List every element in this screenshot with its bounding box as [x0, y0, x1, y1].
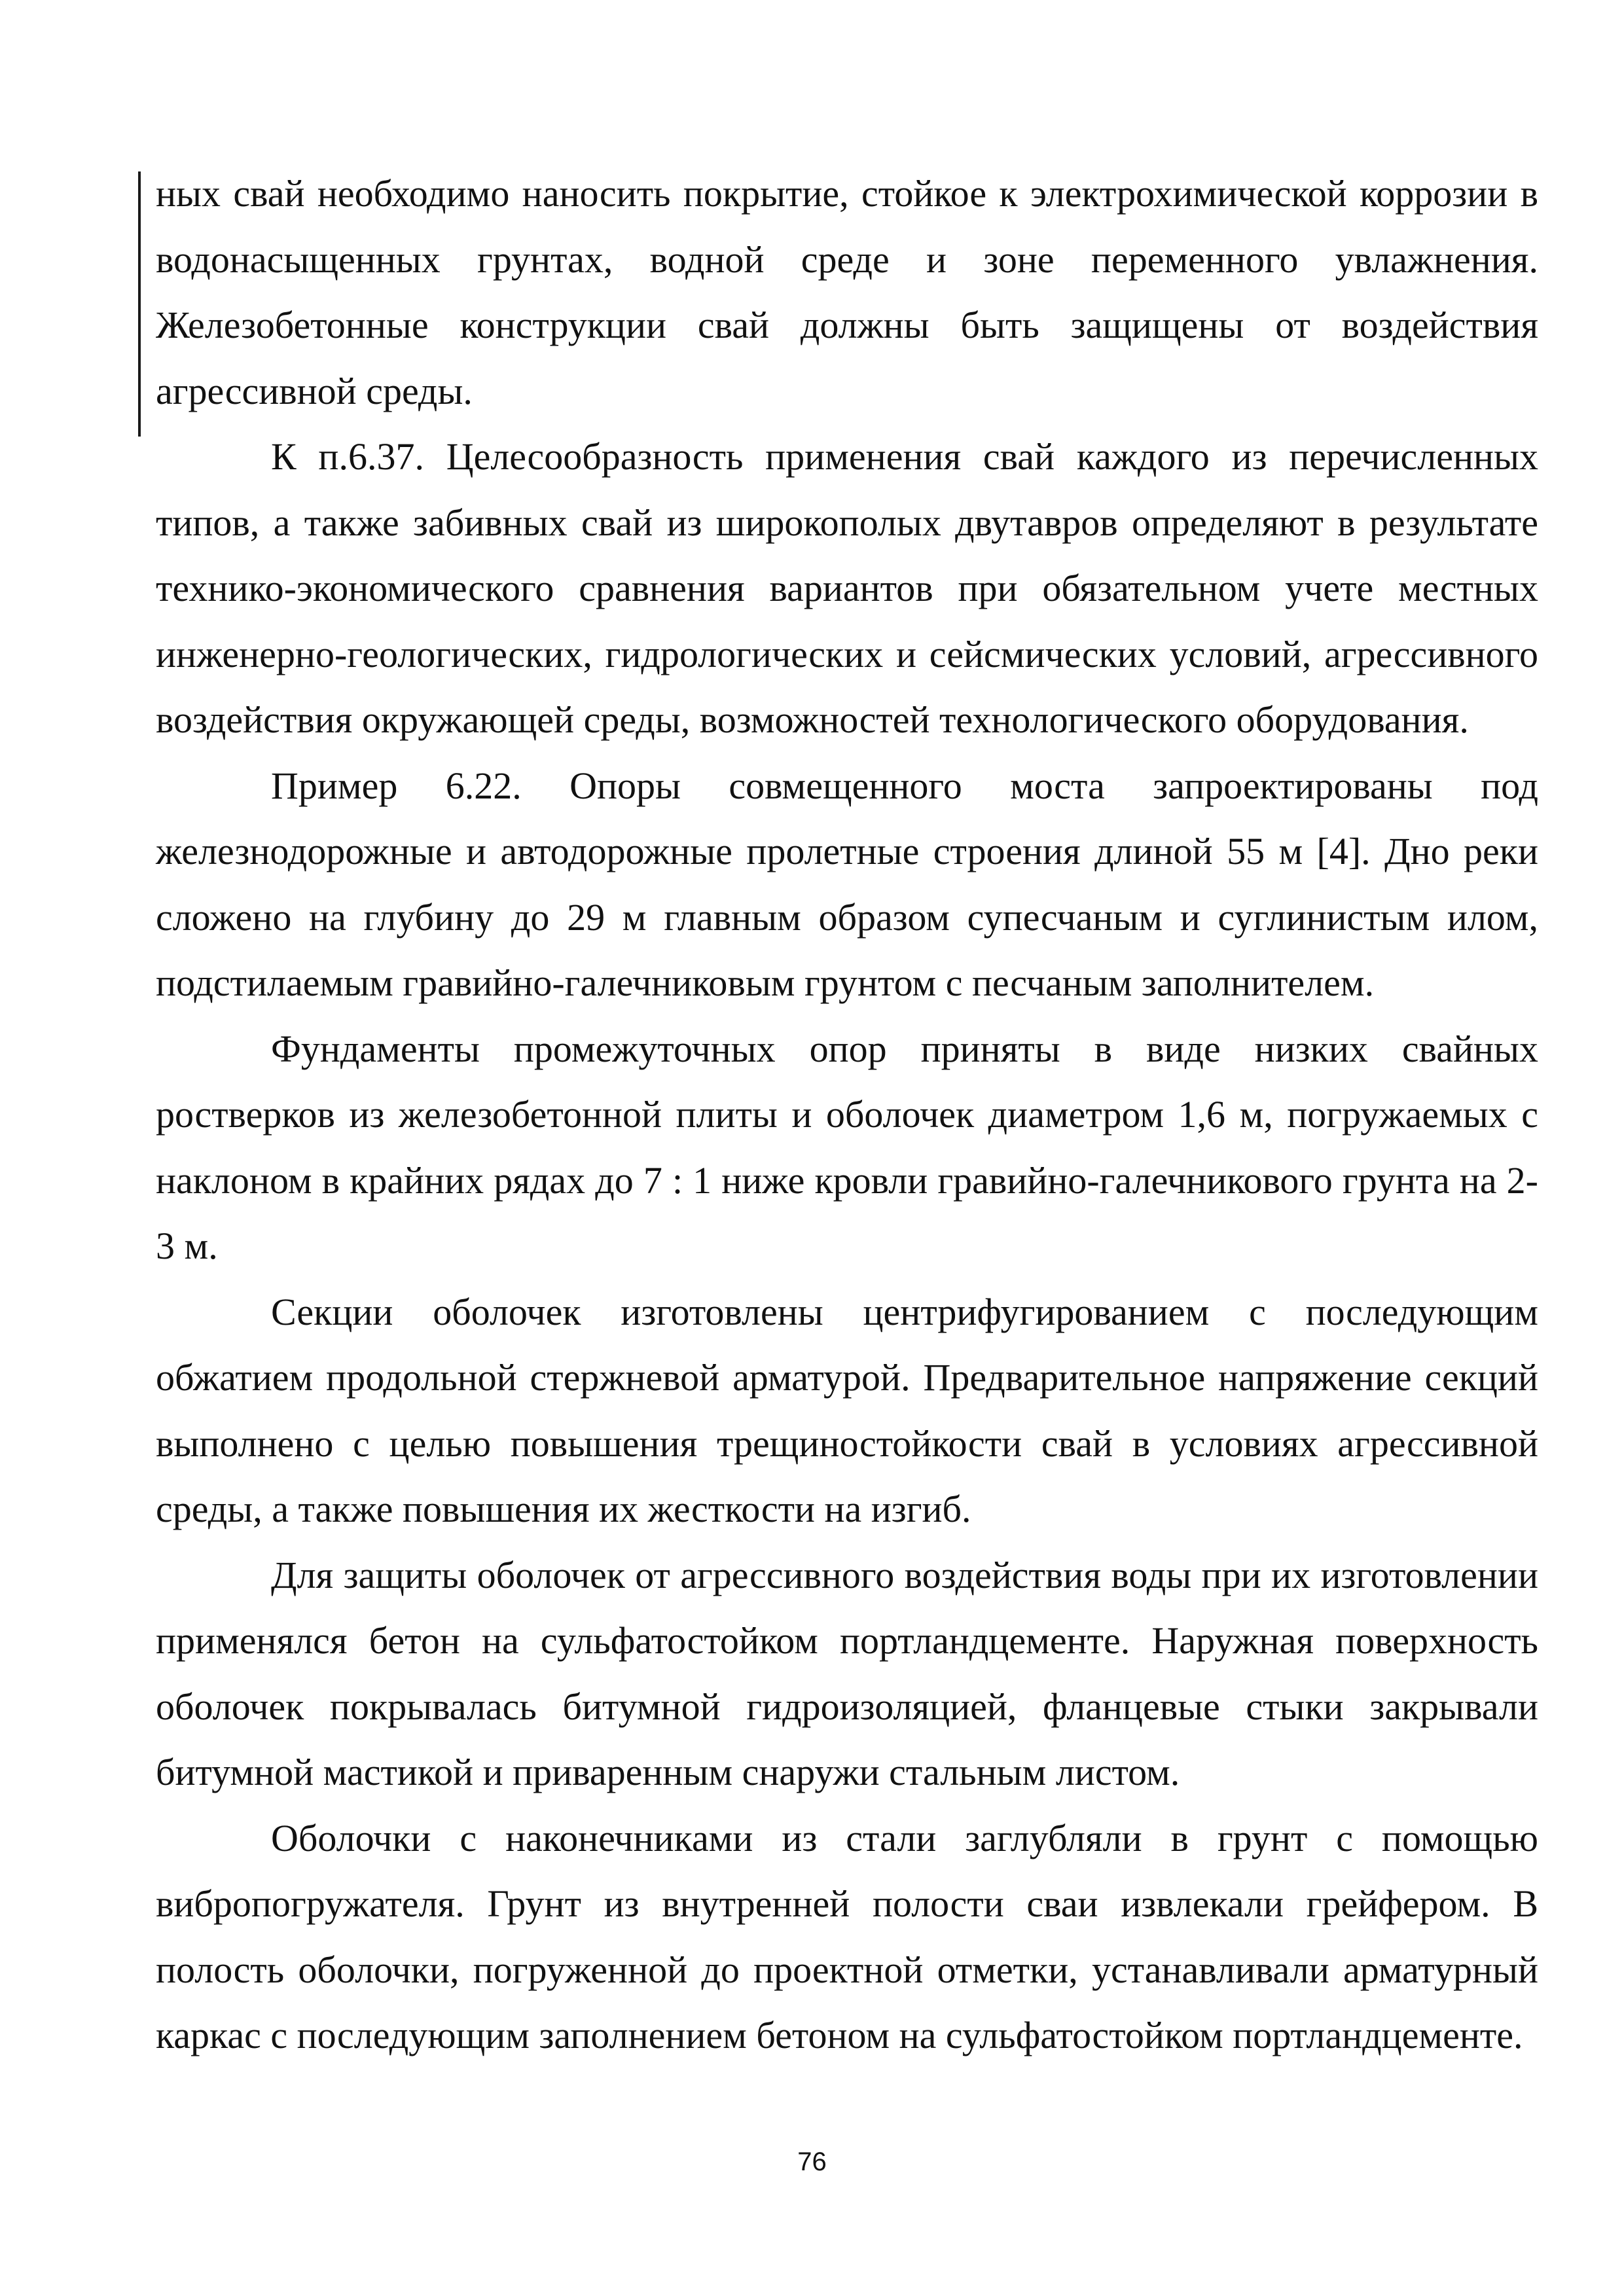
body-text — [156, 161, 1538, 2069]
paragraph-3: Пример 6.22. Опоры совмещенного моста запроектированы под железнодорожные и автодорожные пролетные строения длиной 55 м [4]. Дно реки сложено на глубину до 29 м главным образом супесчаным и суглинистым илом, подстилаемым гравийно-галечниковым грунтом с песчаным заполнителем. — [156, 764, 1538, 1004]
revision-bar — [138, 171, 141, 437]
paragraph-2: К п.6.37. Целесообразность применения свай каждого из перечисленных типов, а также забивных свай из широкополых двутавров определяют в результате технико-экономического сравнения вариантов при обязательном учете местных инженерно-геологических, гидрологических и сейсмических условий, агрессивного воздействия окружающей среды, возможностей технологического оборудования. — [156, 435, 1538, 741]
paragraph-4: Фундаменты промежуточных опор приняты в виде низких свайных ростверков из железобетонной плиты и оболочек диаметром 1,6 м, погружаемых с наклоном в крайних рядах до 7 : 1 ниже кровли гравийно-галечникового грунта на 2-3 м. — [156, 1027, 1538, 1267]
paragraph-7: Оболочки с наконечниками из стали заглубляли в грунт с помощью вибропогружателя. Грунт из внутренней полости сваи извлекали грейфером. В полость оболочки, погруженной до проектной отметки, устанавливали арматурный каркас с последующим заполнением бетоном на сульфатостойком портландцементе. — [156, 1816, 1538, 2056]
paragraph-5: Секции оболочек изготовлены центрифугированием с последующим обжатием продольной стержневой арматурой. Предварительное напряжение секций выполнено с целью повышения трещиностойкости свай в условиях агрессивной среды, а также повышения их жесткости на изгиб. — [156, 1290, 1538, 1530]
paragraph-1: ных свай необходимо наносить покрытие, стойкое к электрохимической коррозии в водонасыщенных грунтах, водной среде и зоне переменного увлажнения. Железобетонные конструкции свай должны быть защищены от воздействия агрессивной среды. — [156, 172, 1538, 412]
paragraph-6: Для защиты оболочек от агрессивного воздействия воды при их изготовлении применялся бетон на сульфатостойком портландцементе. Наружная поверхность оболочек покрывалась битумной гидроизоляцией, фланцевые стыки закрывали битумной мастикой и приваренным снаружи стальным листом. — [156, 1553, 1538, 1793]
page-number: 76 — [797, 2147, 827, 2176]
